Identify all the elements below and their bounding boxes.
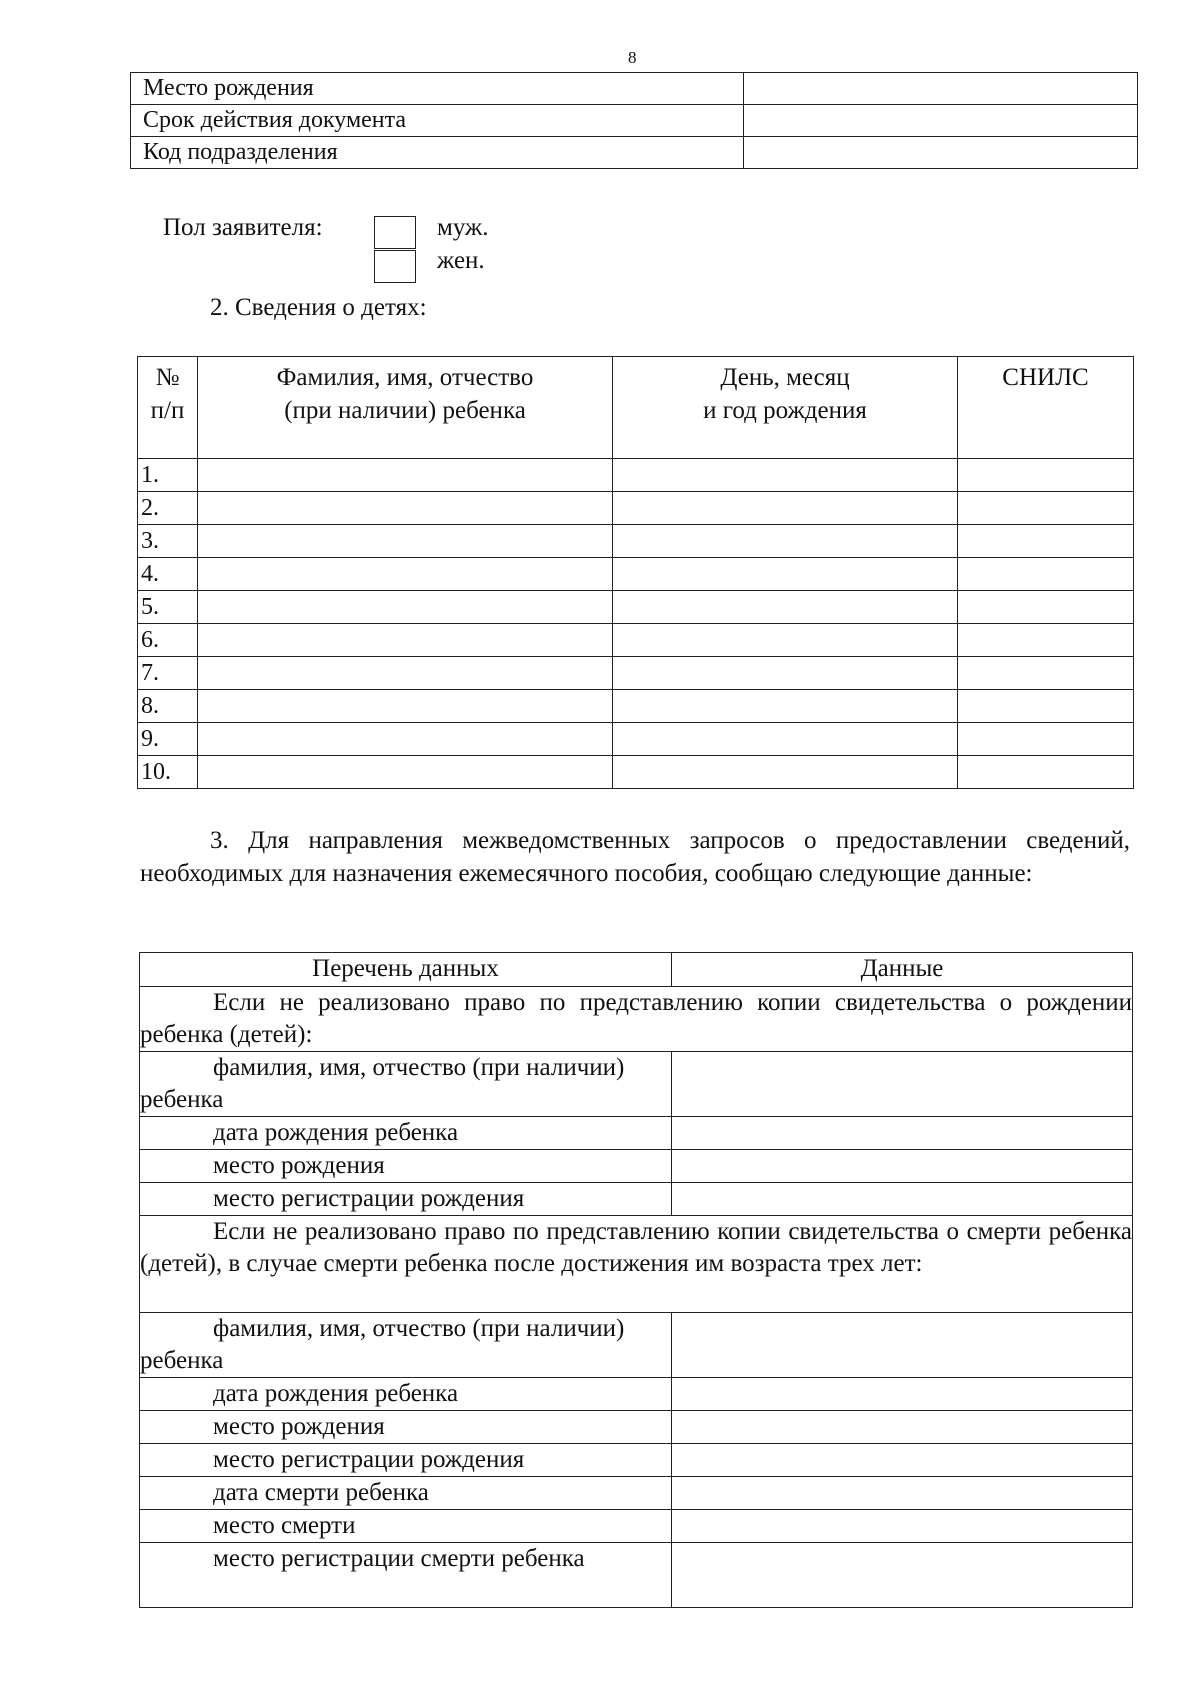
group-title: [140, 1216, 1133, 1313]
table-row: [138, 690, 1134, 723]
data-item-label: дата рождения ребенка: [140, 1117, 672, 1150]
passport-details-table: [130, 72, 1138, 169]
child-name-field[interactable]: [198, 558, 613, 591]
female-label: жен.: [437, 247, 485, 274]
table-row: [140, 1510, 1133, 1543]
data-item-value-field[interactable]: [672, 1150, 1133, 1183]
table-row: [140, 1543, 1133, 1608]
child-name-field[interactable]: [198, 723, 613, 756]
table-row: [138, 756, 1134, 789]
data-item-value-field[interactable]: [672, 1117, 1133, 1150]
table-row: [140, 1052, 1133, 1117]
data-item-value-field[interactable]: [672, 1183, 1133, 1216]
child-snils-field[interactable]: [958, 459, 1134, 492]
child-snils-field[interactable]: [958, 657, 1134, 690]
header-snils: СНИЛС: [958, 357, 1134, 459]
table-row: [131, 137, 1138, 169]
row-label: Код подразделения: [131, 137, 744, 169]
data-item-value-field[interactable]: [672, 1313, 1133, 1378]
table-row: [138, 723, 1134, 756]
row-number: 9.: [138, 723, 198, 756]
section-2-title: 2. Сведения о детях:: [210, 294, 427, 321]
table-header-row: [138, 357, 1134, 459]
row-label: Срок действия документа: [131, 105, 744, 137]
data-item-value-field[interactable]: [672, 1510, 1133, 1543]
header-birthdate-line1: День, месяц: [720, 364, 850, 391]
child-name-field[interactable]: [198, 756, 613, 789]
child-birthdate-field[interactable]: [613, 459, 958, 492]
male-checkbox[interactable]: [374, 216, 416, 249]
child-birthdate-field[interactable]: [613, 657, 958, 690]
female-checkbox[interactable]: [374, 250, 416, 283]
child-snils-field[interactable]: [958, 723, 1134, 756]
table-row: [138, 591, 1134, 624]
row-label: Место рождения: [131, 73, 744, 105]
child-birthdate-field[interactable]: [613, 492, 958, 525]
table-row: [131, 73, 1138, 105]
row-number: 4.: [138, 558, 198, 591]
child-snils-field[interactable]: [958, 756, 1134, 789]
child-birthdate-field[interactable]: [613, 690, 958, 723]
row-number: 1.: [138, 459, 198, 492]
row-number: 3.: [138, 525, 198, 558]
data-item-label: место регистрации смерти ребенка: [140, 1543, 672, 1608]
child-birthdate-field[interactable]: [613, 591, 958, 624]
child-snils-field[interactable]: [958, 690, 1134, 723]
data-item-label: место рождения: [140, 1150, 672, 1183]
header-birthdate: [613, 357, 958, 459]
table-row: [140, 1411, 1133, 1444]
table-row: [140, 1313, 1133, 1378]
page-number: 8: [628, 48, 637, 67]
header-number: [138, 357, 198, 459]
child-name-field[interactable]: [198, 492, 613, 525]
child-birthdate-field[interactable]: [613, 624, 958, 657]
group-title-row: [140, 987, 1133, 1052]
row-number: 7.: [138, 657, 198, 690]
table-row: [140, 1378, 1133, 1411]
data-item-label: фамилия, имя, отчество (при наличии) ребенка: [140, 1313, 672, 1378]
table-row: [140, 1477, 1133, 1510]
header-name: [198, 357, 613, 459]
table-row: [140, 1183, 1133, 1216]
child-name-field[interactable]: [198, 690, 613, 723]
row-value-field[interactable]: [744, 137, 1138, 169]
data-item-label: место смерти: [140, 1510, 672, 1543]
row-value-field[interactable]: [744, 105, 1138, 137]
data-item-value-field[interactable]: [672, 1411, 1133, 1444]
table-row: [131, 105, 1138, 137]
header-data-list: Перечень данных: [140, 953, 672, 987]
table-row: [138, 492, 1134, 525]
data-item-label: место регистрации рождения: [140, 1183, 672, 1216]
header-name-line1: Фамилия, имя, отчество: [276, 364, 534, 391]
table-row: [138, 558, 1134, 591]
group-title: [140, 987, 1133, 1052]
header-name-line2: (при наличии) ребенка: [284, 397, 526, 424]
table-header-row: [140, 953, 1133, 987]
child-snils-field[interactable]: [958, 558, 1134, 591]
row-number: 5.: [138, 591, 198, 624]
row-number: 8.: [138, 690, 198, 723]
table-row: [138, 657, 1134, 690]
data-item-value-field[interactable]: [672, 1477, 1133, 1510]
table-row: [140, 1150, 1133, 1183]
child-snils-field[interactable]: [958, 624, 1134, 657]
header-number-line2: п/п: [150, 397, 185, 424]
row-value-field[interactable]: [744, 73, 1138, 105]
table-row: [140, 1444, 1133, 1477]
header-birthdate-line2: и год рождения: [703, 397, 867, 424]
data-item-label: фамилия, имя, отчество (при наличии) ребенка: [140, 1052, 672, 1117]
child-name-field[interactable]: [198, 459, 613, 492]
row-number: 2.: [138, 492, 198, 525]
section-3-intro: 3. Для направления межведомственных запросов о предоставлении сведений, необходимых для назначения ежемесячного пособия, сообщаю следующие данные:: [140, 827, 1130, 887]
child-birthdate-field[interactable]: [613, 525, 958, 558]
data-item-value-field[interactable]: [672, 1052, 1133, 1117]
data-item-label: место регистрации рождения: [140, 1444, 672, 1477]
data-item-label: дата рождения ребенка: [140, 1378, 672, 1411]
child-birthdate-field[interactable]: [613, 558, 958, 591]
gender-label: Пол заявителя:: [163, 214, 323, 241]
child-name-field[interactable]: [198, 657, 613, 690]
data-item-value-field[interactable]: [672, 1378, 1133, 1411]
data-request-table: [139, 952, 1133, 1608]
child-snils-field[interactable]: [958, 525, 1134, 558]
header-data-values: Данные: [672, 953, 1133, 987]
child-birthdate-field[interactable]: [613, 723, 958, 756]
row-number: 10.: [138, 756, 198, 789]
table-row: [138, 525, 1134, 558]
data-item-label: место рождения: [140, 1411, 672, 1444]
table-row: [138, 459, 1134, 492]
table-row: [140, 1117, 1133, 1150]
data-item-label: дата смерти ребенка: [140, 1477, 672, 1510]
child-name-field[interactable]: [198, 525, 613, 558]
group-title-row: [140, 1216, 1133, 1313]
child-snils-field[interactable]: [958, 492, 1134, 525]
children-table: [137, 356, 1134, 789]
group-title-text: Если не реализовано право по представлению копии свидетельства о смерти ребенка (детей), в случае смерти ребенка после достижения им возраста трех лет:: [140, 1218, 1132, 1277]
child-snils-field[interactable]: [958, 591, 1134, 624]
data-item-value-field[interactable]: [672, 1444, 1133, 1477]
group-title-text: Если не реализовано право по представлению копии свидетельства о рождении ребенка (детей):: [140, 989, 1132, 1048]
header-number-line1: №: [155, 364, 180, 391]
data-item-value-field[interactable]: [672, 1543, 1133, 1608]
row-number: 6.: [138, 624, 198, 657]
child-name-field[interactable]: [198, 624, 613, 657]
table-row: [138, 624, 1134, 657]
male-label: муж.: [437, 214, 489, 241]
child-name-field[interactable]: [198, 591, 613, 624]
child-birthdate-field[interactable]: [613, 756, 958, 789]
